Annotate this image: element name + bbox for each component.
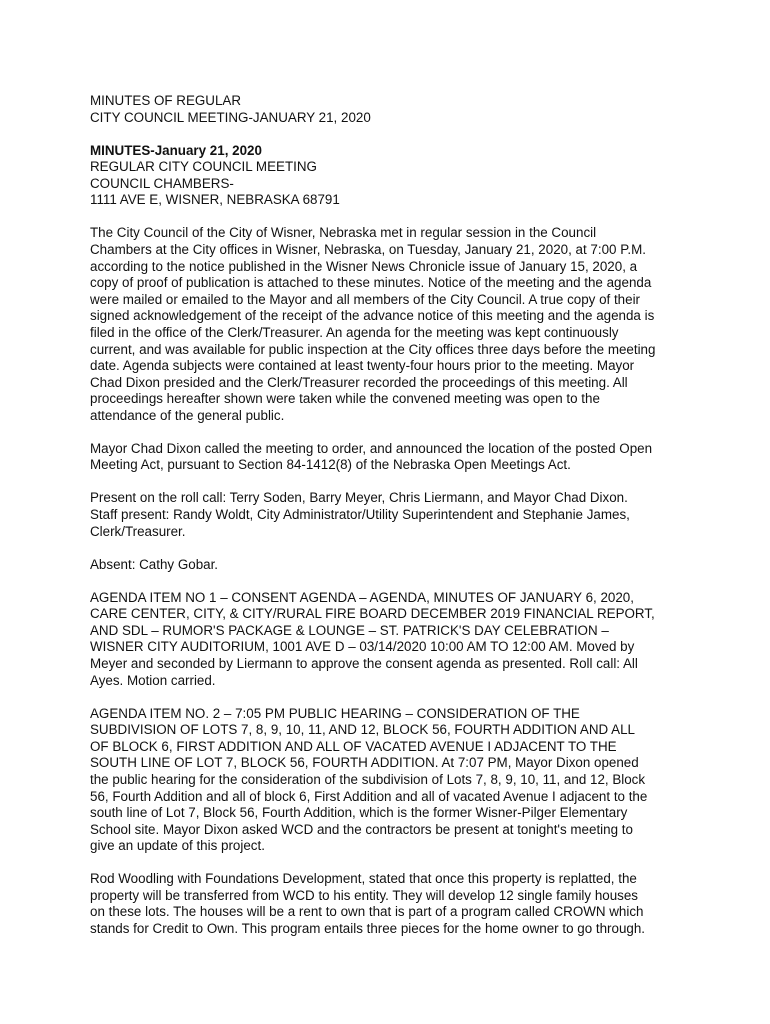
paragraph-line: OF BLOCK 6, FIRST ADDITION AND ALL OF VACATED AVENUE I ADJACENT TO THE [90,738,617,754]
meeting-info [90,143,690,209]
document-header [90,93,690,126]
paragraph-line: current, and was available for public inspection at the City offices three days before the meeting [90,341,656,357]
header-line-2: CITY COUNCIL MEETING-JANUARY 21, 2020 [90,109,371,125]
paragraph-line: Staff present: Randy Woldt, City Administrator/Utility Superintendent and Stephanie James, [90,507,630,523]
agenda-item-2-paragraph [90,706,690,855]
paragraph-line: attendance of the general public. [90,407,285,423]
call-to-order-paragraph [90,441,690,474]
paragraph-line: School site. Mayor Dixon asked WCD and the contractors be present at tonight's meeting to [90,821,633,837]
paragraph-line: AGENDA ITEM NO 1 – CONSENT AGENDA – AGENDA, MINUTES OF JANUARY 6, 2020, [90,589,634,605]
paragraph-line: AND SDL – RUMOR'S PACKAGE & LOUNGE – ST. PATRICK'S DAY CELEBRATION – [90,622,609,638]
paragraph-line: Meeting Act, pursuant to Section 84-1412(8) of the Nebraska Open Meetings Act. [90,457,571,473]
meeting-location: COUNCIL CHAMBERS- [90,175,234,191]
paragraph-line: WISNER CITY AUDITORIUM, 1001 AVE D – 03/14/2020 10:00 AM TO 12:00 AM. Moved by [90,639,635,655]
paragraph-line: Chambers at the City offices in Wisner, Nebraska, on Tuesday, January 21, 2020, at 7:00 P.M. [90,241,647,257]
paragraph-line: proceedings hereafter shown were taken while the convened meeting was open to the [90,391,600,407]
paragraph-line: AGENDA ITEM NO. 2 – 7:05 PM PUBLIC HEARING – CONSIDERATION OF THE [90,705,580,721]
roll-call-paragraph [90,490,690,540]
document-page [90,93,690,954]
intro-paragraph [90,225,690,424]
paragraph-line: signed acknowledgement of the receipt of the advance notice of this meeting and the agenda is [90,308,655,324]
header-line-1: MINUTES OF REGULAR [90,93,242,108]
paragraph-line: copy of proof of publication is attached to these minutes. Notice of the meeting and the agenda [90,275,652,291]
paragraph-line: the public hearing for the consideration of the subdivision of Lots 7, 8, 9, 10, 11, and 12, Block [90,771,646,787]
paragraph-line: Chad Dixon presided and the Clerk/Treasurer recorded the proceedings of this meeting. All [90,374,628,390]
absent-paragraph [90,557,690,574]
agenda-item-1-paragraph [90,590,690,690]
paragraph-line: Present on the roll call: Terry Soden, Barry Meyer, Chris Liermann, and Mayor Chad Dixon. [90,490,628,506]
meeting-title: MINUTES-January 21, 2020 [90,142,262,158]
paragraph-line: The City Council of the City of Wisner, Nebraska met in regular session in the Council [90,225,597,241]
paragraph-line: SUBDIVISION OF LOTS 7, 8, 9, 10, 11, AND 12, BLOCK 56, FOURTH ADDITION AND ALL [90,722,635,738]
paragraph-line: Absent: Cathy Gobar. [90,556,219,572]
paragraph-line: date. Agenda subjects were contained at least twenty-four hours prior to the meeting. Mayor [90,358,635,374]
paragraph-line: Mayor Chad Dixon called the meeting to order, and announced the location of the posted Open [90,440,653,456]
paragraph-line: Ayes. Motion carried. [90,672,216,688]
paragraph-line: south line of Lot 7, Block 56, Fourth Addition, which is the former Wisner-Pilger Elementary [90,805,628,821]
paragraph-line: were mailed or emailed to the Mayor and all members of the City Council. A true copy of their [90,291,641,307]
paragraph-line: according to the notice published in the Wisner News Chronicle issue of January 15, 2020, a [90,258,638,274]
paragraph-line: Rod Woodling with Foundations Development, stated that once this property is replatted, the [90,871,637,887]
meeting-type: REGULAR CITY COUNCIL MEETING [90,159,317,175]
paragraph-line: Clerk/Treasurer. [90,523,186,539]
paragraph-line: CARE CENTER, CITY, & CITY/RURAL FIRE BOARD DECEMBER 2019 FINANCIAL REPORT, [90,606,655,622]
paragraph-line: filed in the office of the Clerk/Treasurer. An agenda for the meeting was kept continuously [90,324,619,340]
paragraph-line: on these lots. The houses will be a rent to own that is part of a program called CROWN which [90,904,644,920]
woodling-paragraph [90,871,690,937]
paragraph-line: Meyer and seconded by Liermann to approve the consent agenda as presented. Roll call: All [90,655,638,671]
paragraph-line: property will be transferred from WCD to his entity. They will develop 12 single family houses [90,887,639,903]
paragraph-line: 56, Fourth Addition and all of block 6, First Addition and all of vacated Avenue I adjacent to the [90,788,648,804]
paragraph-line: give an update of this project. [90,838,265,854]
meeting-address: 1111 AVE E, WISNER, NEBRASKA 68791 [90,192,340,208]
paragraph-line: SOUTH LINE OF LOT 7, BLOCK 56, FOURTH ADDITION. At 7:07 PM, Mayor Dixon opened [90,755,639,771]
paragraph-line: stands for Credit to Own. This program entails three pieces for the home owner to go through. [90,921,646,937]
